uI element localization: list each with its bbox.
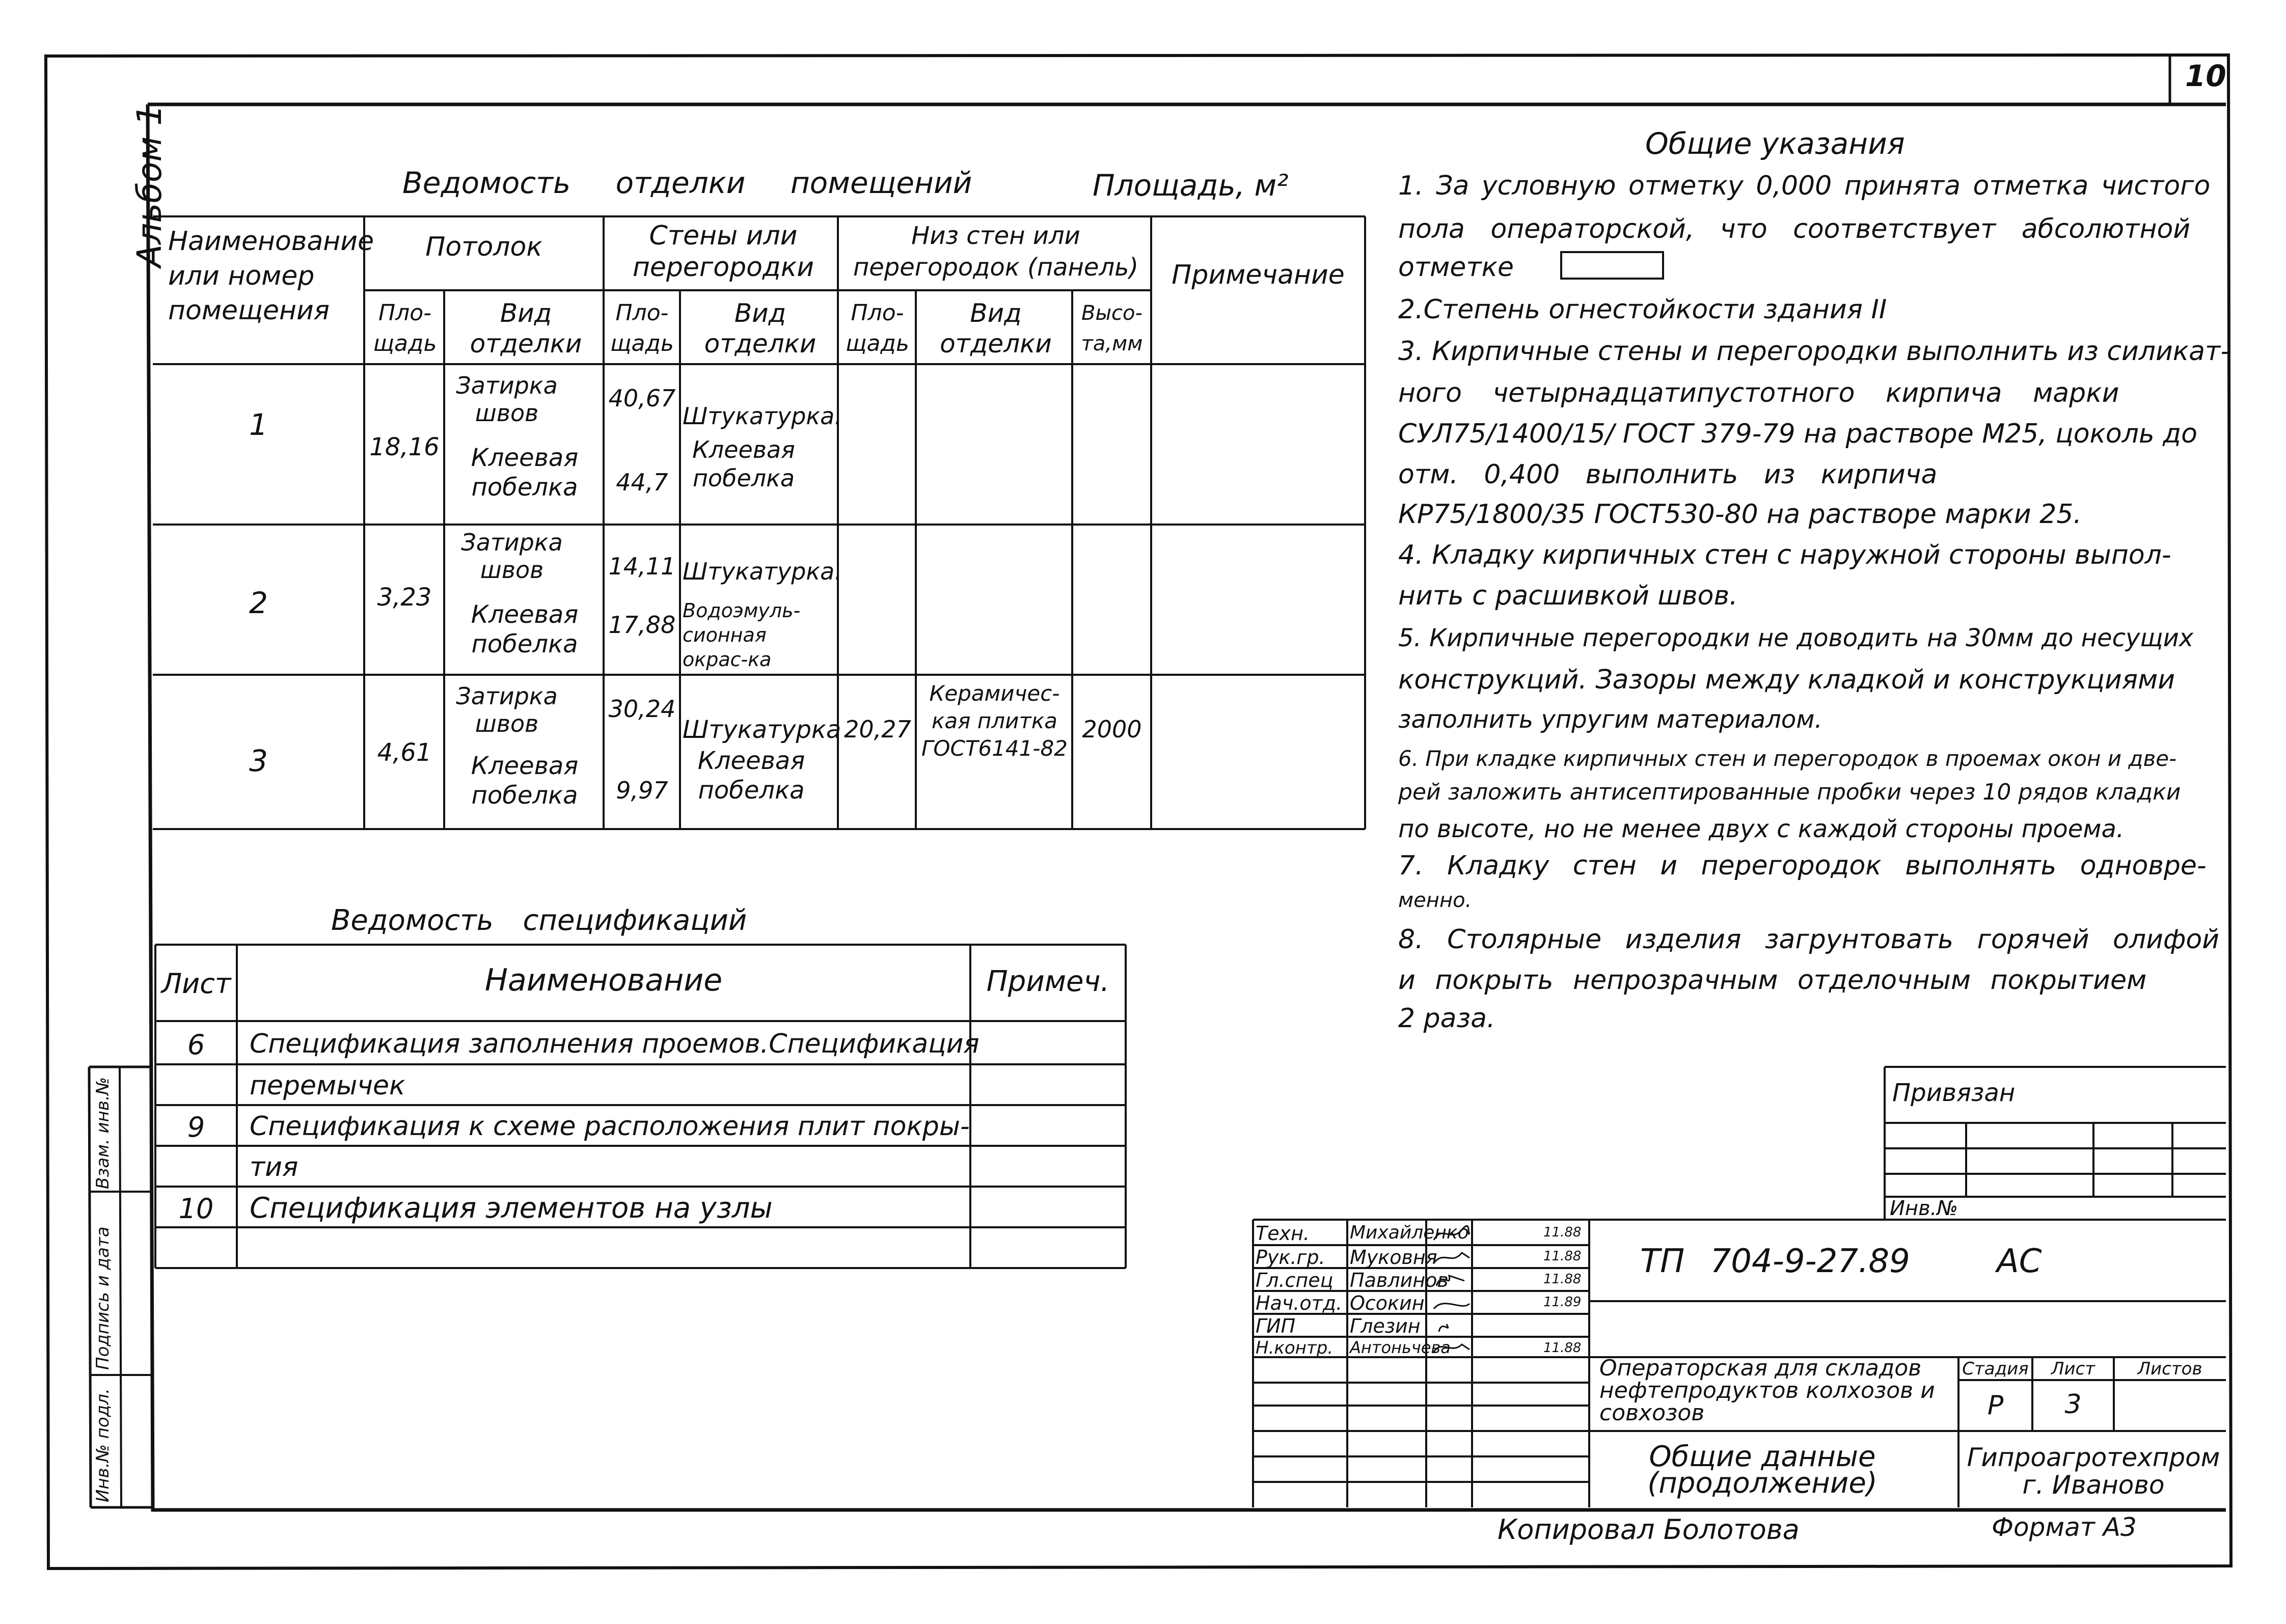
sheet-label: Лист — [2051, 1359, 2096, 1379]
doc-mark: АС — [1997, 1243, 2042, 1280]
wall-finish-a: Штукатурка. — [683, 558, 842, 585]
area-unit-label: Площадь, м² — [1093, 168, 1289, 203]
sheet-format: Формат А3 — [1992, 1512, 2137, 1542]
note-line: 8. Столярные изделия загрунтовать горячей олифой — [1398, 924, 2219, 955]
room-number: 1 — [249, 407, 268, 442]
room-number: 3 — [249, 744, 268, 778]
wall-finish-a: Штукатурка — [683, 715, 841, 744]
wall-finish-b: Водоэмуль-сионная окрас-ка — [683, 599, 801, 671]
privyazan-label: Привязан — [1892, 1079, 2016, 1107]
role-label: Н.контр. — [1256, 1338, 1334, 1358]
role-label: Гл.спец — [1256, 1269, 1334, 1291]
inv-number-label: Инв.№ — [1890, 1197, 1958, 1220]
header-ceiling: Потолок — [425, 232, 542, 262]
role-date: 11.88 — [1543, 1272, 1582, 1287]
note-line: и покрыть непрозрачным отделочным покрытием — [1398, 965, 2147, 996]
role-name: Муковня — [1350, 1246, 1437, 1269]
ceil-area: 4,61 — [377, 738, 432, 767]
margin-vzam-label: Взам. инв.№ — [93, 1077, 113, 1189]
low-finish: Керамичес-кая плитка ГОСТ6141-82 — [921, 681, 1068, 761]
spec-name: Спецификация к схеме расположения плит покры- — [250, 1111, 970, 1142]
ceil-finish-a: Затирка швов — [456, 682, 558, 737]
spec-header-note: Примеч. — [986, 965, 1110, 998]
role-label: Техн. — [1256, 1222, 1310, 1245]
spec-name: Спецификация заполнения проемов.Спецификация — [250, 1029, 979, 1059]
subheader-ceil-finish: Вид отделки — [470, 298, 582, 359]
low-area: 20,27 — [844, 715, 911, 743]
note-line: отм. 0,400 выполнить из кирпича — [1398, 459, 1938, 490]
margin-inv-label: Инв.№ подл. — [93, 1388, 113, 1502]
object-name: Операторская для складов нефтепродуктов колхозов и совхозов — [1599, 1355, 1935, 1426]
note-line: КР75/1800/35 ГОСТ530-80 на растворе марки 25. — [1398, 499, 2082, 530]
spec-header-sheet: Лист — [161, 968, 231, 1000]
note-line: ного четырнадцатипустотного кирпича марки — [1398, 378, 2119, 408]
subheader-low-height: Высо-та,мм — [1081, 301, 1143, 355]
header-walls: Стены или перегородки — [632, 221, 814, 283]
room-number: 2 — [249, 586, 268, 620]
subheader-low-finish: Вид отделки — [940, 298, 1052, 359]
spec-name: перемычек — [250, 1070, 405, 1101]
wall-area-a: 40,67 — [608, 384, 676, 412]
margin-sign-label: Подпись и дата — [93, 1226, 113, 1370]
note-line: СУЛ75/1400/15/ ГОСТ 379-79 на растворе М25, цоколь до — [1398, 419, 2197, 449]
note-line: 5. Кирпичные перегородки не доводить на 30мм до несущих — [1398, 624, 2194, 652]
note-line: 7. Кладку стен и перегородок выполнять одновре- — [1398, 850, 2207, 881]
wall-area-a: 30,24 — [608, 695, 676, 723]
page-number: 10 — [2185, 59, 2226, 93]
spec-name: Спецификация элементов на узлы — [250, 1192, 773, 1225]
note-line: 2 раза. — [1398, 1003, 1495, 1034]
note-line: пола операторской, что соответствует абсолютной — [1398, 214, 2191, 244]
note-line: 4. Кладку кирпичных стен с наружной стороны выпол- — [1398, 540, 2171, 570]
role-name: Михайленко — [1350, 1222, 1469, 1243]
role-name: Осокин — [1350, 1292, 1425, 1314]
wall-finish-b: Клеевая побелка — [692, 436, 795, 492]
header-remarks: Примечание — [1172, 260, 1345, 290]
general-notes-title: Общие указания — [1645, 126, 1905, 161]
note-line: 1. За условную отметку 0,000 принята отметка чистого — [1398, 171, 2211, 201]
note-line: отметке — [1398, 252, 1514, 283]
spec-sheet: 6 — [187, 1029, 205, 1061]
wall-finish-a: Штукатурка. — [683, 402, 842, 430]
sheet-title: Общие данные (продолжение) — [1647, 1440, 1877, 1500]
sheet-value: 3 — [2064, 1389, 2082, 1420]
low-height: 2000 — [1082, 715, 1142, 743]
note-line: по высоте, но не менее двух с каждой стороны проема. — [1398, 815, 2125, 843]
wall-area-b: 44,7 — [616, 469, 668, 496]
ceil-finish-b: Клеевая побелка — [471, 600, 579, 658]
stage-value: Р — [1987, 1390, 2004, 1421]
spec-schedule-title: Ведомость спецификаций — [331, 904, 747, 937]
role-label: Нач.отд. — [1256, 1292, 1343, 1314]
note-line: 6. При кладке кирпичных стен и перегородок в проемах окон и две- — [1398, 746, 2177, 771]
note-line: 2.Степень огнестойкости здания II — [1398, 294, 1887, 325]
subheader-low-area: Пло-щадь — [846, 300, 909, 356]
header-room: Наименование или номер помещения — [168, 226, 374, 326]
ceil-area: 3,23 — [377, 583, 432, 612]
ceil-finish-b: Клеевая побелка — [471, 444, 579, 502]
note-line: 3. Кирпичные стены и перегородки выполнить из силикат- — [1398, 336, 2230, 367]
ceil-finish-a: Затирка швов — [456, 372, 558, 427]
note-line: рей заложить антисептированные пробки через 10 рядов кладки — [1398, 779, 2181, 805]
role-name: Павлинов — [1350, 1269, 1449, 1291]
subheader-wall-finish: Вид отделки — [704, 298, 817, 359]
spec-name: тия — [250, 1152, 298, 1182]
role-date: 11.88 — [1543, 1249, 1582, 1264]
wall-area-b: 17,88 — [608, 611, 676, 639]
spec-sheet: 10 — [178, 1193, 214, 1225]
note-line: нить с расшивкой швов. — [1398, 581, 1738, 611]
role-label: Рук.гр. — [1256, 1246, 1325, 1269]
album-label: Альбом 1 — [130, 104, 169, 267]
header-lower-walls: Низ стен или перегородок (панель) — [853, 222, 1139, 282]
doc-code: ТП 704-9-27.89 — [1640, 1243, 1910, 1280]
subheader-ceil-area: Пло-щадь — [373, 300, 437, 356]
ceil-area: 18,16 — [369, 433, 440, 461]
role-label: ГИП — [1256, 1315, 1296, 1337]
role-date: 11.88 — [1543, 1340, 1582, 1356]
ceil-finish-a: Затирка швов — [461, 529, 563, 584]
wall-area-a: 14,11 — [608, 553, 676, 580]
ceil-finish-b: Клеевая побелка — [471, 752, 579, 810]
role-date: 11.89 — [1543, 1295, 1582, 1310]
wall-area-b: 9,97 — [616, 777, 668, 804]
wall-finish-b: Клеевая побелка — [697, 747, 805, 805]
stage-label: Стадия — [1962, 1359, 2029, 1379]
note-line: менно. — [1398, 889, 1472, 912]
organization: Гипроагротехпром г. Иваново — [1967, 1443, 2220, 1500]
note-line: конструкций. Зазоры между кладкой и конструкциями — [1398, 665, 2175, 695]
subheader-wall-area: Пло-щадь — [610, 300, 674, 356]
role-date: 11.88 — [1543, 1225, 1582, 1240]
role-name: Антоньчева — [1350, 1338, 1451, 1357]
role-name: Глезин — [1350, 1315, 1421, 1337]
finish-schedule-title: Ведомость отделки помещений — [402, 166, 972, 200]
copied-by: Копировал Болотова — [1498, 1513, 1800, 1546]
spec-header-name: Наименование — [484, 962, 723, 998]
note-line: заполнить упругим материалом. — [1398, 705, 1822, 734]
sheets-label: Листов — [2137, 1359, 2202, 1379]
spec-sheet: 9 — [187, 1111, 205, 1143]
